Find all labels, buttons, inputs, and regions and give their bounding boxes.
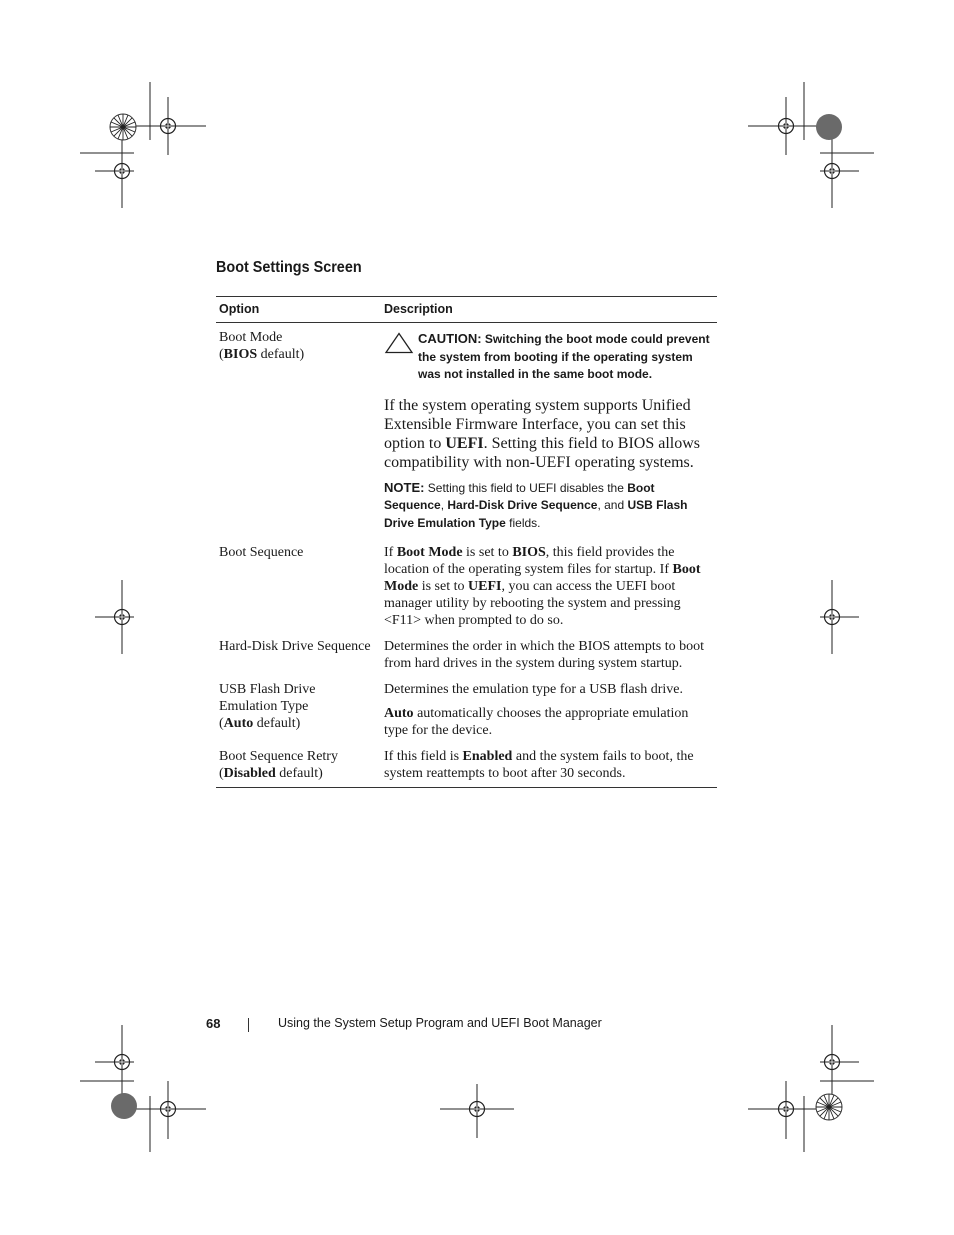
caution-text: Switching the boot mode could prevent the system from booting if the operating system was not installed in the same boot mode. xyxy=(418,332,710,381)
note-text: , and xyxy=(597,498,628,512)
table-header-row xyxy=(216,297,717,323)
boot-retry-description xyxy=(384,748,714,782)
option-name: Boot Mode xyxy=(219,330,283,345)
table-row-usb-emulation xyxy=(216,681,717,748)
desc-bold: UEFI xyxy=(445,434,484,452)
default-suffix: default) xyxy=(253,716,301,731)
usb-emulation-description-1: Determines the emulation type for a USB flash drive. xyxy=(384,682,683,697)
default-value: Auto xyxy=(223,716,254,731)
desc-text: automatically chooses the appropriate emulation type for the device. xyxy=(384,706,689,738)
desc-text: is set to xyxy=(418,579,468,594)
desc-text: If the system operating system supports Unified Extensible Firmware Interface, you can set this option to xyxy=(384,396,691,452)
desc-text: and the system fails to boot, the system reattempts to boot after 30 seconds. xyxy=(384,749,694,781)
table-row-boot-sequence xyxy=(216,540,717,637)
default-suffix: default) xyxy=(275,766,323,781)
note-bold: Boot Sequence xyxy=(384,480,655,512)
description-cell xyxy=(381,637,717,681)
option-cell xyxy=(216,637,381,681)
option-cell xyxy=(216,748,381,788)
note-label: NOTE: xyxy=(384,479,425,495)
crop-mark-bottom-right xyxy=(748,1025,874,1152)
page-number: 68 xyxy=(206,1016,221,1031)
option-name: Hard-Disk Drive Sequence xyxy=(219,639,371,654)
option-name: Boot Sequence Retry xyxy=(219,749,338,764)
desc-text: If xyxy=(384,545,397,560)
desc-bold: Auto xyxy=(384,706,414,721)
description-cell xyxy=(381,323,717,541)
header-option: Option xyxy=(216,297,381,323)
desc-text: , this field provides the location of the operating system files for startup. If xyxy=(384,545,675,577)
table-row-boot-mode xyxy=(216,323,717,541)
crop-mark-top-right xyxy=(748,82,874,208)
desc-bold: BIOS xyxy=(512,545,546,560)
note-bold: Hard-Disk Drive Sequence xyxy=(447,498,598,512)
chapter-title: Using the System Setup Program and UEFI Boot Manager xyxy=(278,1016,602,1030)
note-text: Setting this field to UEFI disables the xyxy=(424,480,628,495)
note-block xyxy=(384,479,714,533)
note-bold: USB Flash Drive Emulation Type xyxy=(384,498,688,530)
crop-mark-bottom-left xyxy=(80,1025,206,1152)
table-row-boot-retry xyxy=(216,748,717,788)
desc-bold: UEFI xyxy=(468,579,502,594)
header-description: Description xyxy=(381,297,717,323)
option-name-line2: Emulation Type xyxy=(219,699,309,714)
grey-swatch-bottom-left xyxy=(111,1093,137,1119)
option-default: (Disabled default) xyxy=(219,766,323,781)
option-cell xyxy=(216,323,381,541)
desc-bold: Enabled xyxy=(462,749,513,764)
desc-bold: Boot Mode xyxy=(384,562,701,594)
option-name: Boot Sequence xyxy=(219,545,304,560)
grey-swatch-top-right xyxy=(816,114,842,140)
usb-emulation-description-2 xyxy=(384,705,714,739)
desc-text: , you can access the UEFI boot manager utility by rebooting the system and pressing <F11> when prompted to do so. xyxy=(384,579,681,628)
option-cell xyxy=(216,681,381,748)
description-cell xyxy=(381,748,717,788)
default-value: Disabled xyxy=(223,766,276,781)
caution-triangle-icon xyxy=(384,332,414,354)
crop-mark-top-left xyxy=(80,82,206,208)
desc-text: is set to xyxy=(462,545,513,560)
caution-block xyxy=(384,330,714,384)
boot-settings-table xyxy=(216,296,717,788)
sunburst-top-left xyxy=(110,114,136,140)
boot-sequence-description xyxy=(384,544,714,629)
sunburst-bottom-right xyxy=(816,1094,842,1120)
option-name-line1: USB Flash Drive xyxy=(219,682,316,697)
default-suffix: default) xyxy=(257,347,305,362)
desc-bold: Boot Mode xyxy=(396,545,463,560)
option-default: (BIOS default) xyxy=(219,347,305,362)
caution-label: CAUTION: xyxy=(418,331,482,346)
description-cell xyxy=(381,540,717,637)
option-cell xyxy=(216,540,381,637)
table-row-hdd-sequence xyxy=(216,637,717,681)
default-value: BIOS xyxy=(223,347,258,362)
description-cell xyxy=(381,681,717,748)
desc-text: If this field is xyxy=(384,749,463,764)
caution-text-block xyxy=(418,330,714,384)
desc-text: . Setting this field to BIOS allows compatibility with non-UEFI operating systems. xyxy=(384,434,701,471)
note-text: , xyxy=(440,498,448,512)
footer-divider xyxy=(248,1018,249,1032)
boot-mode-description xyxy=(384,396,714,472)
option-default: (Auto default) xyxy=(219,716,301,731)
hdd-sequence-description: Determines the order in which the BIOS attempts to boot from hard drives in the system during system startup. xyxy=(384,639,704,671)
note-text: fields. xyxy=(505,515,541,530)
section-title: Boot Settings Screen xyxy=(216,259,362,276)
